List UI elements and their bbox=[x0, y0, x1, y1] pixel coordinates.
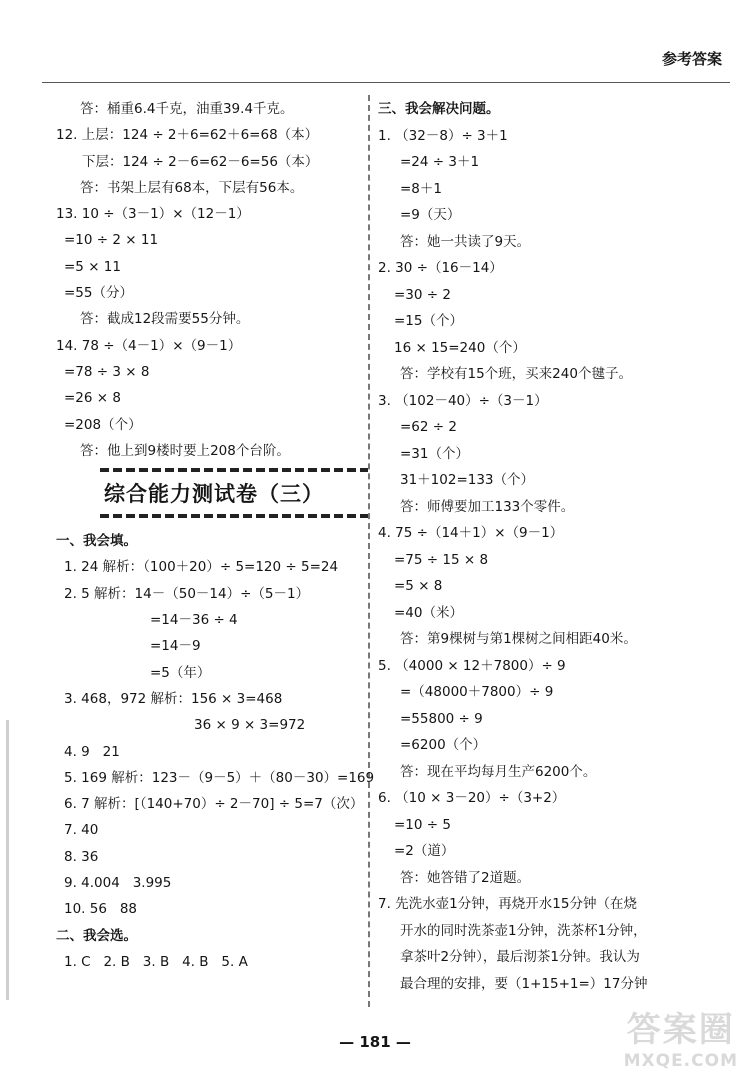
header-rule bbox=[42, 82, 730, 83]
section-title-fill: 一、我会填。 bbox=[56, 533, 137, 550]
left-column bbox=[56, 96, 375, 975]
step-line: 36 × 9 × 3=972 bbox=[194, 717, 306, 734]
step-line: =（48000＋7800）÷ 9 bbox=[400, 684, 554, 700]
banner-title: 综合能力测试卷（三） bbox=[104, 482, 324, 507]
step-line: =208（个） bbox=[64, 416, 142, 433]
fill-answer-line: 2. 5 解析：14－（50－14）÷（5－1） bbox=[64, 585, 310, 602]
step-line: =55（分） bbox=[64, 285, 133, 302]
watermark bbox=[624, 1002, 738, 1071]
problem-line: 14. 78 ÷（4－1）×（9－1） bbox=[56, 337, 242, 354]
step-line: =62 ÷ 2 bbox=[400, 419, 457, 435]
step-line: =8＋1 bbox=[400, 180, 442, 197]
step-line: =30 ÷ 2 bbox=[394, 286, 451, 303]
choice-answers: 1. C 2. B 3. B 4. B 5. A bbox=[64, 953, 248, 970]
step-line: =26 × 8 bbox=[64, 390, 121, 407]
banner-top-dashes bbox=[100, 468, 368, 472]
step-line: =5 × 8 bbox=[394, 578, 443, 594]
problem-line: 13. 10 ÷（3－1）×（12－1） bbox=[56, 206, 250, 223]
section-title-choice: 二、我会选。 bbox=[56, 927, 137, 944]
answer-line: 答：他上到9楼时要上208个台阶。 bbox=[80, 442, 290, 459]
answer-line: 答：书架上层有68本，下层有56本。 bbox=[80, 179, 304, 196]
step-line: 16 × 15=240（个） bbox=[394, 339, 526, 356]
problem-line: 5. （4000 × 12＋7800）÷ 9 bbox=[378, 657, 566, 674]
fill-answer-line: 3. 468，972 解析：156 × 3=468 bbox=[64, 690, 283, 707]
step-line: 31＋102=133（个） bbox=[400, 472, 535, 488]
problem-line: 3. （102－40）÷（3－1） bbox=[378, 392, 548, 409]
fill-answer-line: 5. 169 解析：123－（9－5）＋（80－30）=169 bbox=[64, 769, 375, 786]
fill-answer-line: 6. 7 解析：[（140+70）÷ 2－70] ÷ 5=7（次） bbox=[64, 796, 364, 813]
step-line: =9（天） bbox=[400, 207, 461, 223]
problem-line: 拿茶叶2分钟），最后沏茶1分钟。我认为 bbox=[400, 949, 640, 965]
step-line: =5（年） bbox=[150, 664, 211, 681]
problem-line: 下层：124 ÷ 2－6=62－6=56（本） bbox=[82, 153, 319, 170]
answer-line: 答：她一共读了9天。 bbox=[400, 233, 531, 250]
step-line: =6200（个） bbox=[400, 737, 487, 753]
right-column bbox=[378, 96, 710, 997]
banner-frame bbox=[100, 468, 368, 524]
answer-line: 答：现在平均每月生产6200个。 bbox=[400, 763, 597, 780]
fill-answer-line: 7. 40 bbox=[64, 822, 99, 839]
step-line: =78 ÷ 3 × 8 bbox=[64, 363, 150, 380]
step-line: =31（个） bbox=[400, 445, 469, 462]
column-divider bbox=[368, 95, 370, 1007]
step-line: =40（米） bbox=[394, 604, 463, 621]
binding-edge-mark bbox=[6, 720, 9, 1000]
problem-line: 12. 上层：124 ÷ 2＋6=62＋6=68（本） bbox=[56, 127, 319, 144]
answer-line: 答：第9棵树与第1棵树之间相距40米。 bbox=[400, 631, 637, 647]
page-number: — 181 — bbox=[339, 1033, 411, 1051]
step-line: =2（道） bbox=[394, 843, 455, 859]
step-line: =75 ÷ 15 × 8 bbox=[394, 551, 489, 568]
watermark-url: MXQE.COM bbox=[623, 1051, 738, 1071]
fill-answer-line: 8. 36 bbox=[64, 848, 99, 865]
problem-line: 6. （10 × 3－20）÷（3+2） bbox=[378, 790, 566, 806]
step-line: =14－9 bbox=[150, 638, 201, 655]
step-line: =14－36 ÷ 4 bbox=[150, 612, 238, 629]
problem-line: 4. 75 ÷（14＋1）×（9－1） bbox=[378, 525, 564, 541]
page-header-title: 参考答案 bbox=[661, 50, 722, 68]
fill-answer-line: 4. 9 21 bbox=[64, 743, 120, 760]
step-line: =10 ÷ 5 bbox=[394, 816, 451, 833]
watermark-logo: 答案圈 bbox=[626, 1010, 735, 1050]
section-title-problems: 三、我会解决问题。 bbox=[378, 101, 500, 117]
step-line: =55800 ÷ 9 bbox=[400, 710, 483, 727]
answer-line: 答：桶重6.4千克，油重39.4千克。 bbox=[80, 101, 294, 117]
fill-answer-line: 9. 4.004 3.995 bbox=[64, 875, 172, 892]
answer-line: 答：她答错了2道题。 bbox=[400, 869, 531, 886]
test-banner bbox=[56, 468, 362, 526]
problem-line: 2. 30 ÷（16－14） bbox=[378, 260, 503, 276]
step-line: =10 ÷ 2 × 11 bbox=[64, 232, 159, 249]
problem-line: 最合理的安排，要（1+15+1=）17分钟 bbox=[400, 975, 648, 992]
answer-line: 答：学校有15个班，买来240个毽子。 bbox=[400, 366, 632, 382]
answer-line: 答：截成12段需要55分钟。 bbox=[80, 311, 250, 328]
step-line: =5 × 11 bbox=[64, 258, 121, 275]
step-line: =24 ÷ 3＋1 bbox=[400, 154, 480, 170]
problem-line: 7. 先洗水壶1分钟，再烧开水15分钟（在烧 bbox=[378, 896, 637, 912]
answer-line: 答：师傅要加工133个零件。 bbox=[400, 498, 575, 515]
step-line: =15（个） bbox=[394, 313, 463, 329]
banner-bottom-dashes bbox=[100, 514, 368, 518]
fill-answer-line: 10. 56 88 bbox=[64, 901, 137, 918]
problem-line: 开水的同时洗茶壶1分钟，洗茶杯1分钟， bbox=[400, 922, 647, 939]
problem-line: 1. （32－8）÷ 3＋1 bbox=[378, 127, 508, 144]
fill-answer-line: 1. 24 解析：（100＋20）÷ 5=120 ÷ 5=24 bbox=[64, 559, 339, 576]
